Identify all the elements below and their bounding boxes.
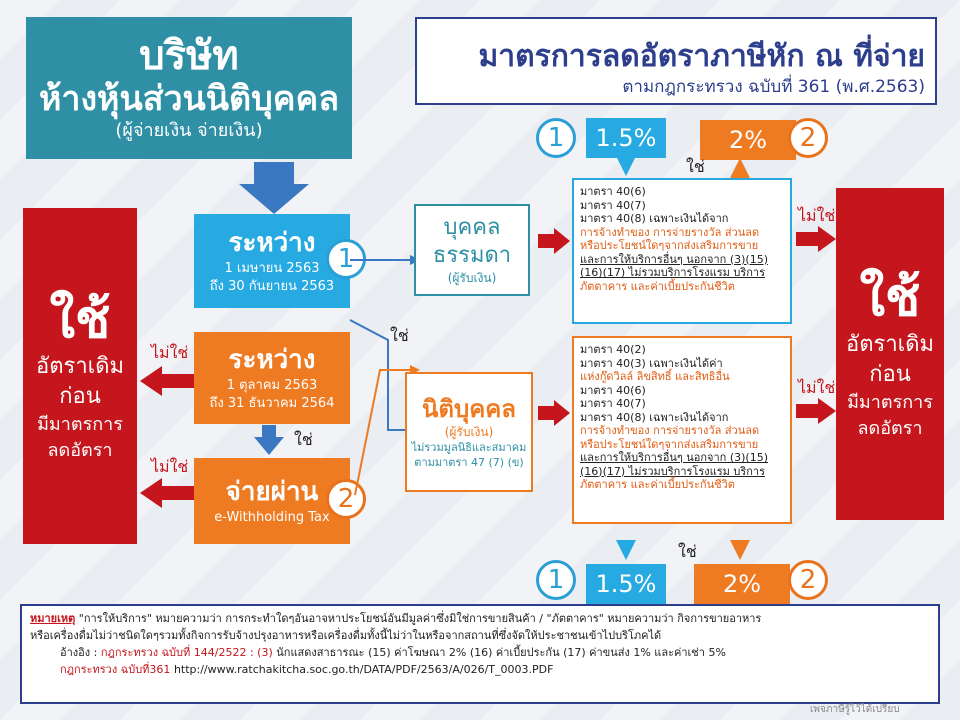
- footer-ref-row2: [30, 661, 930, 678]
- epay-subtitle: e-Withholding Tax: [214, 510, 330, 525]
- right-box-l1: ใช้: [859, 268, 921, 328]
- circle-2-top: 2: [788, 118, 828, 158]
- footer-ref-line1a: กฎกระทรวง ฉบับที่ 144/2522 : (3): [100, 646, 273, 659]
- juristic-list-item: มาตรา 40(8) เฉพาะเงินได้จาก: [580, 410, 729, 424]
- period2-line2: ถึง 31 ธันวาคม 2564: [209, 396, 335, 411]
- right-box-l4: มีมาตรการ: [847, 392, 933, 413]
- rate-bottom-left-value: 1.5%: [595, 570, 657, 598]
- circle-2-epay: 2: [326, 479, 366, 519]
- rate-top-left: [586, 118, 666, 158]
- juristic-list-item: (16)(17) ไม่รวมบริการโรงแรม บริการ: [580, 464, 765, 478]
- period2-line1: 1 ตุลาคม 2563: [226, 378, 318, 393]
- right-box-l5: ลดอัตรา: [857, 418, 923, 439]
- juristic-list-item: และการให้บริการอื่นๆ นอกจาก (3)(15): [580, 451, 768, 464]
- yes-label-middle: ใช่: [390, 326, 409, 345]
- footer-ref-label: อ้างอิง :: [60, 646, 98, 659]
- period1-line1: 1 เมษายน 2563: [224, 261, 320, 276]
- person-list-item: มาตรา 40(8) เฉพาะเงินได้จาก: [580, 212, 729, 225]
- no-label-person-out: ไม่ใช่: [798, 206, 836, 225]
- circle-2-bottom: 2: [788, 560, 828, 600]
- footer-note-line2: หรือเครื่องดื่มไม่ว่าชนิดใดๆรวมทั้งกิจการรับจ้างปรุงอาหารหรือเครื่องดื่มทั้งนี้ไม่ว่าในหรือจากสถานที่ซึ่งจัดให้ประชาชนเข้าไปบริโภคได้: [30, 629, 662, 642]
- left-old-rate-box: [23, 208, 137, 544]
- period1-title: ระหว่าง: [228, 228, 316, 258]
- yes-label-bottom: ใช่: [678, 542, 697, 561]
- juristic-list-item: มาตรา 40(6): [580, 383, 646, 397]
- yes-label-period2: ใช่: [294, 430, 313, 449]
- yes-label-top: ใช่: [686, 157, 705, 176]
- header-subtitle: ตามกฎกระทรวง ฉบับที่ 361 (พ.ศ.2563): [622, 77, 925, 97]
- down-arrow-period2: [254, 425, 284, 455]
- circle-1-top: 1: [536, 118, 576, 158]
- juristic-note2: ตามมาตรา 47 (7) (ข): [414, 456, 524, 469]
- footer-ref-line1b: นักแสดงสาธารณะ (15) ค่าโฆษณา 2% (16) ค่าเบี้ยประกัน (17) ค่าขนส่ง 1% และค่าเช่า 5%: [276, 646, 726, 659]
- footer-ref-line2a: กฎกระทรวง ฉบับที่361: [60, 663, 171, 676]
- right-arrow-juristic-out: [796, 398, 836, 424]
- period2-title: ระหว่าง: [228, 345, 316, 375]
- left-arrow-epay: [140, 478, 194, 508]
- right-old-rate-box: [836, 188, 944, 520]
- rate-bottom-right-pointer: [730, 540, 750, 560]
- person-sub: (ผู้รับเงิน): [447, 271, 497, 285]
- person-title1: บุคคล: [443, 215, 501, 240]
- footer-note-row: [30, 610, 930, 627]
- footer-notes: [20, 604, 940, 704]
- down-arrow-title: [239, 162, 309, 214]
- juristic-list-item: แห่งกู๊ดวิลล์ ลิขสิทธิ์ และสิทธิอื่น: [580, 370, 730, 383]
- right-box-l3: ก่อน: [869, 362, 911, 387]
- juristic-list-item: การจ้างทำของ การจ่ายรางวัล ส่วนลด: [580, 424, 760, 437]
- juristic-list-item: มาตรา 40(3) เฉพาะเงินได้ค่า: [580, 356, 723, 370]
- rate-top-right: [700, 120, 796, 160]
- right-arrow-person-out: [796, 226, 836, 252]
- circle-1-bottom: 1: [536, 560, 576, 600]
- person-list-item: มาตรา 40(7): [580, 198, 646, 212]
- header-title: มาตรการลดอัตราภาษีหัก ณ ที่จ่าย: [478, 39, 925, 74]
- left-box-l2: อัตราเดิม: [36, 354, 124, 379]
- juristic-list-item: ภัตตาคาร และค่าเบี้ยประกันชีวิต: [580, 478, 735, 491]
- rate-bottom-right: [694, 564, 790, 604]
- footer-ref-link[interactable]: http://www.ratchakitcha.soc.go.th/DATA/PDF/2563/A/026/T_0003.PDF: [173, 663, 554, 676]
- juristic-list-box: [572, 336, 792, 524]
- juristic-list-item: มาตรา 40(2): [580, 343, 646, 356]
- no-label-period2: ไม่ใช่: [151, 343, 189, 362]
- person-list-item: และการให้บริการอื่นๆ นอกจาก (3)(15): [580, 252, 768, 266]
- left-arrow-period2: [140, 366, 194, 396]
- person-title2: ธรรมดา: [432, 243, 512, 268]
- period1-line2: ถึง 30 กันยายน 2563: [209, 279, 335, 294]
- rate-top-right-pointer: [730, 158, 750, 178]
- company-title-line1: บริษัท: [139, 33, 239, 79]
- watermark: เพจภาษีรู้ไว้ได้เปรียบ: [810, 704, 900, 715]
- right-arrow-juristic: [538, 400, 570, 426]
- rate-bottom-right-value: 2%: [722, 570, 762, 598]
- left-box-l1: ใช้: [49, 290, 111, 350]
- rate-bottom-left-pointer: [616, 540, 636, 560]
- juristic-sub: (ผู้รับเงิน): [444, 425, 494, 439]
- footer-ref-row1: [30, 644, 930, 661]
- company-title-box: [26, 17, 352, 159]
- left-box-l5: ลดอัตรา: [47, 440, 113, 461]
- person-list-item: ภัตตาคาร และค่าเบี้ยประกันชีวิต: [580, 279, 735, 293]
- left-box-l4: มีมาตรการ: [37, 414, 123, 435]
- person-list-item: การจ้างทำของ การจ่ายรางวัล ส่วนลด: [580, 225, 760, 239]
- juristic-box: [405, 372, 533, 492]
- person-list-item: หรือประโยชน์ใดๆจากส่งเสริมการขาย: [580, 239, 759, 252]
- juristic-list-item: มาตรา 40(7): [580, 397, 646, 410]
- person-list-box: [572, 178, 792, 324]
- left-box-l3: ก่อน: [59, 384, 101, 409]
- juristic-note1: ไม่รวมมูลนิธิและสมาคม: [411, 441, 527, 454]
- company-title-line3: (ผู้จ่ายเงิน จ่ายเงิน): [115, 120, 263, 141]
- person-list-item: มาตรา 40(6): [580, 185, 646, 198]
- footer-note-line1: "การให้บริการ" หมายความว่า การกระทำใดๆอันอาจหาประโยชน์อันมีมูลค่าซึ่งมิใช่การขายสินค้า / "ภัตตาคาร" หมายความว่า กิจการขายอาหาร: [78, 612, 762, 625]
- header-box: [415, 17, 937, 105]
- company-title-line2: ห้างหุ้นส่วนนิติบุคคล: [38, 79, 340, 119]
- no-label-juristic-out: ไม่ใช่: [798, 378, 836, 397]
- juristic-list-item: หรือประโยชน์ใดๆจากส่งเสริมการขาย: [580, 437, 759, 451]
- circle-1-period1: 1: [326, 239, 366, 279]
- person-list-item: (16)(17) ไม่รวมบริการโรงแรม บริการ: [580, 266, 765, 279]
- right-arrow-person: [538, 228, 570, 254]
- rate-top-right-value: 2%: [728, 126, 768, 154]
- footer-note-label: หมายเหตุ: [30, 612, 76, 625]
- epay-title: จ่ายผ่าน: [225, 477, 319, 507]
- juristic-title: นิติบุคคล: [421, 395, 517, 423]
- rate-top-left-pointer: [616, 156, 636, 176]
- no-label-epay: ไม่ใช่: [151, 457, 189, 476]
- period2-box: [194, 332, 350, 424]
- rate-top-left-value: 1.5%: [595, 124, 657, 152]
- rate-bottom-left: [586, 564, 666, 604]
- right-box-l2: อัตราเดิม: [846, 332, 934, 357]
- person-box: [414, 204, 530, 296]
